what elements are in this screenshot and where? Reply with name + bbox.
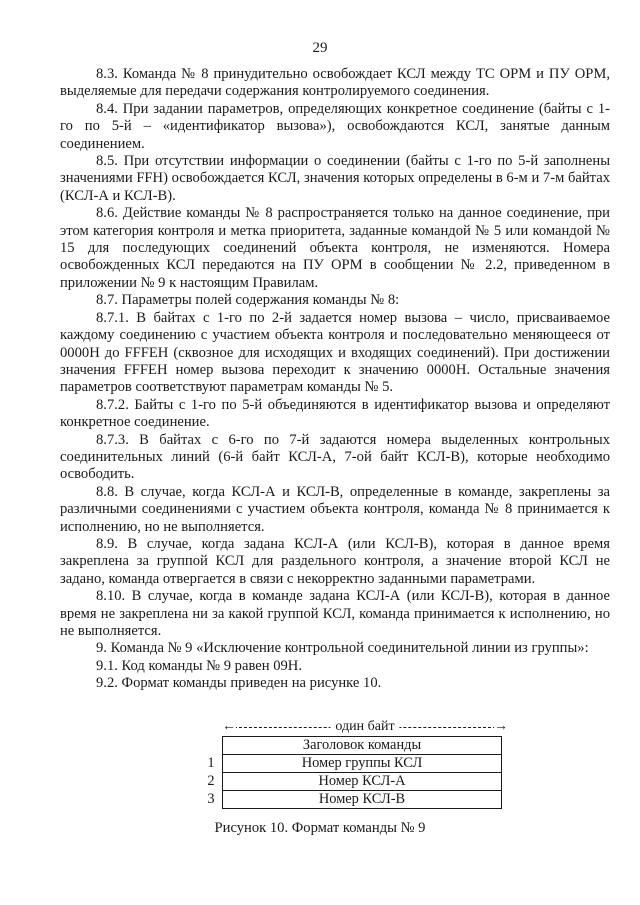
- row-number: [200, 737, 223, 755]
- figure-caption: Рисунок 10. Формат команды № 9: [214, 820, 426, 836]
- paragraph-8-7-1: 8.7.1. В байтах с 1-го по 2-й задается номер вызова – число, присваиваемое каждому соединению с участием объекта контроля и последовательно меняющееся от 0000H до FFFEH (сквозное для исходящих и входящих соединений). При достижении значения FFFEH номер вызова переходит к значению 0000H. Остальные значения параметров соответствуют параметрам команды № 5.: [60, 309, 610, 396]
- row-number: 1: [200, 755, 223, 773]
- row-field: Номер группы КСЛ: [223, 755, 502, 773]
- document-body: [60, 66, 610, 693]
- paragraph-8-5: 8.5. При отсутствии информации о соединении (байты с 1-го по 5-й заполнены значениями FFH) освобождается КСЛ, значения которых определены в 6-м и 7-м байтах (КСЛ-А и КСЛ-В).: [60, 153, 610, 204]
- paragraph-9-2: 9.2. Формат команды приведен на рисунке 10.: [96, 675, 382, 692]
- paragraph-8-7-3: 8.7.3. В байтах с 6-го по 7-й задаются номера выделенных контрольных соединительных линий (6-й байт КСЛ-А, 7-ой байт КСЛ-В), которые необходимо освободить.: [60, 431, 610, 483]
- paragraph-8-7: 8.7. Параметры полей содержания команды № 8:: [96, 292, 400, 309]
- row-field: Номер КСЛ-В: [223, 791, 502, 809]
- table-row: [200, 755, 502, 773]
- paragraph-9: 9. Команда № 9 «Исключение контрольной соединительной линии из группы»:: [96, 640, 589, 657]
- arrow-left-icon: ←: [222, 719, 236, 734]
- paragraph-8-3: 8.3. Команда № 8 принудительно освобождает КСЛ между ТС ОРМ и ПУ ОРМ, выделяемые для передачи содержания контролируемого соединения.: [60, 66, 610, 100]
- command-format-figure: [200, 718, 510, 809]
- page-number: 29: [312, 40, 328, 56]
- paragraph-8-10: 8.10. В случае, когда в команде задана КСЛ-А (или КСЛ-В), которая в данное время не закреплена ни за какой группой КСЛ, команда принимается к исполнению, но не выполняется.: [60, 588, 610, 639]
- row-number: 2: [200, 773, 223, 791]
- paragraph-8-4: 8.4. При задании параметров, определяющих конкретное соединение (байты с 1-го по 5-й – «идентификатор вызова»), освобождаются КСЛ, занятые данным соединением.: [60, 100, 610, 152]
- row-field: Заголовок команды: [223, 737, 502, 755]
- paragraph-8-8: 8.8. В случае, когда КСЛ-А и КСЛ-В, определенные в команде, закреплены за различными соединениями с участием объекта контроля, команда № 8 принимается к исполнению, но не выполняется.: [60, 483, 610, 535]
- row-field: Номер КСЛ-А: [223, 773, 502, 791]
- paragraph-9-1: 9.1. Код команды № 9 равен 09H.: [96, 657, 302, 674]
- byte-width-indicator: [222, 718, 508, 736]
- command-format-table: [200, 736, 502, 809]
- table-row: [200, 773, 502, 791]
- paragraph-8-9: 8.9. В случае, когда задана КСЛ-А (или КСЛ-В), которая в данное время закреплена за группой КСЛ для раздельного контроля, а значение второй КСЛ не задано, команда отвергается в связи с некорректно заданными параметрами.: [60, 535, 610, 587]
- arrow-right-icon: →: [494, 719, 508, 734]
- byte-label: один байт: [330, 718, 399, 736]
- table-row: [200, 737, 502, 755]
- paragraph-8-7-2: 8.7.2. Байты с 1-го по 5-й объединяются в идентификатор вызова и определяют конкретное соединение.: [60, 396, 610, 431]
- table-row: [200, 791, 502, 809]
- paragraph-8-6: 8.6. Действие команды № 8 распространяется только на данное соединение, при этом категория контроля и метка приоритета, заданные командой № 5 или командой № 15 для последующих соединений объекта контроля, не изменяются. Номера освобожденных КСЛ передаются на ПУ ОРМ в сообщении № 2.2, приведенном в приложении № 9 к настоящим Правилам.: [60, 205, 610, 291]
- row-number: 3: [200, 791, 223, 809]
